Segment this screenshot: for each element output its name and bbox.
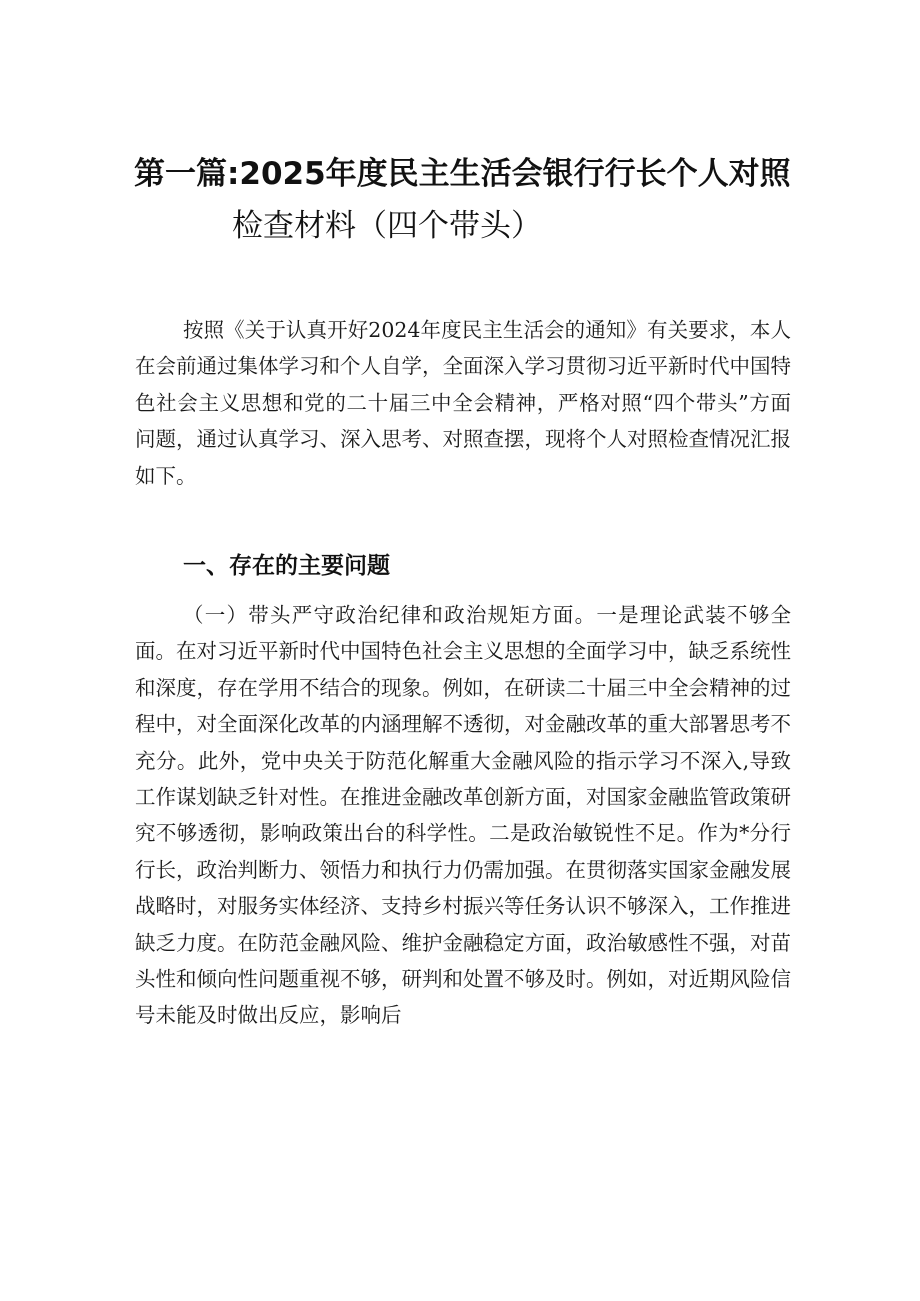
document-title <box>134 148 794 252</box>
document-title-line-1: 第一篇:2025年度民主生活会银行行长个人对照 <box>134 156 791 192</box>
intro-paragraph: 按照《关于认真开好2024年度民主生活会的通知》有关要求，本人在会前通过集体学习和个人自学，全面深入学习贯彻习近平新时代中国特色社会主义思想和党的二十届三中全会精神，严格对照“四个带头”方面问题，通过认真学习、深入思考、对照查摆，现将个人对照检查情况汇报如下。 <box>135 318 791 488</box>
document-title-line-2: 检查材料（四个带头） <box>232 208 542 244</box>
section-heading: 一、存在的主要问题 <box>183 553 390 579</box>
body-paragraph: （一）带头严守政治纪律和政治规矩方面。一是理论武装不够全面。在对习近平新时代中国特色社会主义思想的全面学习中，缺乏系统性和深度，存在学用不结合的现象。例如，在研读二十届三中全会精神的过程中，对全面深化改革的内涵理解不透彻，对金融改革的重大部署思考不充分。此外，党中央关于防范化解重大金融风险的指示学习不深入,导致工作谋划缺乏针对性。在推进金融改革创新方面，对国家金融监管政策研究不够透彻，影响政策出台的科学性。二是政治敏锐性不足。作为*分行行长，政治判断力、领悟力和执行力仍需加强。在贯彻落实国家金融发展战略时，对服务实体经济、支持乡村振兴等任务认识不够深入，工作推进缺乏力度。在防范金融风险、维护金融稳定方面，政治敏感性不强，对苗头性和倾向性问题重视不够，研判和处置不够及时。例如，对近期风险信号未能及时做出反应，影响后 <box>135 603 791 1028</box>
